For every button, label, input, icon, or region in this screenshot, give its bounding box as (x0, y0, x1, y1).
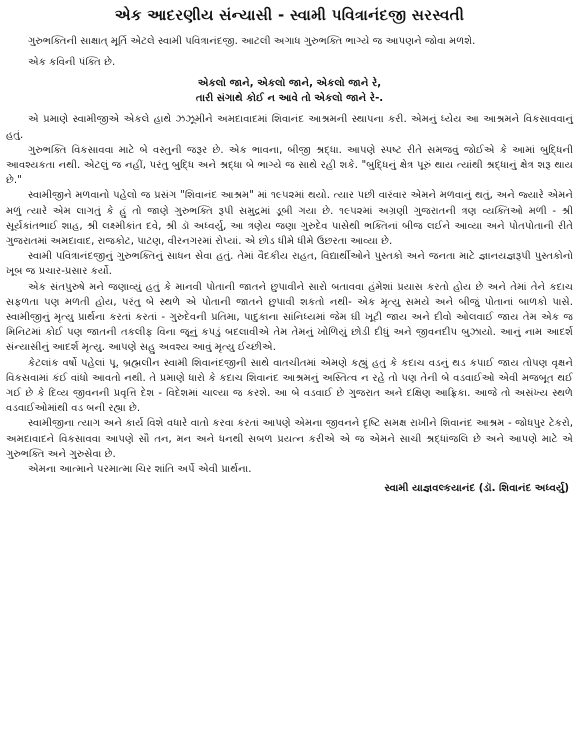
paragraph-7: સ્વામીજીના ત્યાગ અને કાર્ય વિશે વધારે વાતો કરવા કરતાં આપણે એમના જીવનને દૃષ્ટિ સમક્ષ રાખીને શિવાનંદ આશ્રમ - જોધપુર ટેકરો, અમદાવાદને વિકસાવવા આપણે સૌ તન, મન અને ધનથી સબળ પ્રયત્ન કરીએ એ જ એમને સાચી શ્રદ્ધાંજલિ છે અને આપણે માટે એ ગુરુભક્તિ અને ગુરુસેવા છે. (6, 418, 573, 460)
poem-block (6, 76, 573, 106)
author-signature: સ્વામી યાજ્ઞવલ્કયાનંદ (ડૉ. શિવાનંદ અધ્વર્યુ) (384, 483, 569, 495)
paragraph-4: સ્વામી પવિત્રાનંદજીનું ગુરુભક્તિનું સાધન સેવા હતું. તેમાં વૈદકીય રાહત, વિદ્યાર્થીઓને પુસ્તકો અને જનતા માટે જ્ઞાનયજ્ઞરૂપી પુસ્તકોનો ખૂબ જ પ્રચાર-પ્રસાર કર્યો. (6, 251, 573, 278)
poem-intro: એક કવિની પંક્તિ છે. (28, 57, 116, 69)
paragraph-6: કેટલાંક વર્ષો પહેલાં પૂ. બ્રહ્મલીન સ્વામી શિવાનંદજીની સાથે વાતચીતમાં એમણે કહ્યું હતું કે કદાચ વડનું થડ કપાઈ જાય તોપણ વૃક્ષને વિકસવામાં કંઈ વાંધો આવતો નથી. તે પ્રમાણે ધારો કે કદાચ શિવાનંદ આશ્રમનું અસ્તિત્વ ન રહે તો પણ તેની બે વડવાઈઓ એવી મજબૂત થઈ ગઈ છે કે દિવ્ય જીવનની પ્રવૃત્તિ દેશ - વિદેશમાં ચાલ્યા જ કરશે. આ બે વડવાઈ છે ગુજરાત અને દક્ષિણ આફ્રિકા. આજે તો અસંખ્ય સ્થળે વડવાઈઓમાંથી વડ બની રહ્યા છે. (6, 357, 573, 415)
poem-line-1: એકલો જાને, એકલો જાને, એકલો જાને રે, (197, 78, 382, 90)
paragraph-1: એ પ્રમાણે સ્વામીજીએ એકલે હાથે ઝઝૂમીને અમદાવાદમાં શિવાનંદ આશ્રમની સ્થાપના કરી. એમનું ધ્યેય આ આશ્રમને વિકસાવવાનું હતું. (6, 114, 573, 141)
paragraph-3: સ્વામીજીને મળવાનો પહેલો જ પ્રસંગ "શિવાનંદ આશ્રમ" માં ૧૯૫૨માં થયો. ત્યાર પછી વારંવાર એમને મળવાનું થતું, અને જ્યારે એમને મળું ત્યારે એમ લાગતું કે હું તો જાણે ગુરુભક્તિ રૂપી સમુદ્રમાં ડૂબી ગયા છે. ૧૯૫૨માં અગ્રણી ગુજરાતની ત્રણ વ્યક્તિઓ મળી - શ્રી સૂર્યકાંતભાઈ શાહ, શ્રી લક્ષ્મીકાંત દવે, શ્રી ડૉ અધ્વર્યુ, આ ત્રણેય જણા ગુરુદેવ પાસેથી ભક્તિનાં બીજ લઈને આવ્યા અને પોતપોતાની રીતે ગુજરાતમાં અમદાવાદ, રાજકોટ, પાટણ, વીરનગરમાં રોપ્યાં. એ છોડ ધીમે ધીમે ઉછરતા આવ્યા છે. (6, 190, 573, 248)
paragraph-2: ગુરુભક્તિ વિકસાવવા માટે બે વસ્તુની જરૂર છે. એક ભાવના, બીજી શ્રદ્ધા. આપણે સ્પષ્ટ રીતે સમજવું જોઈએ કે આમાં બુદ્ધિની આવશ્યકતા નથી. એટલું જ નહીં, પરંતુ બુદ્ધિ અને શ્રદ્ધા બે ભાગ્યે જ સાથે રહી શકે. "બુદ્ધિનું ક્ષેત્ર પૂરું થાય ત્યાંથી શ્રદ્ધાનું ક્ષેત્ર શરૂ થાય છે." (6, 144, 573, 187)
page-title: એક આદરણીય સંન્યાસી - સ્વામી પવિત્રાનંદજી સરસ્વતી (114, 6, 465, 24)
paragraph-8: એમના આત્માને પરમાત્મા ચિર શાંતિ અર્પે એવી પ્રાર્થના. (28, 464, 252, 476)
poem-line-2: તારી સંગાથે કોઈ ન આવે તો એકલો જાને રે-. (195, 93, 384, 105)
intro-paragraph: ગુરુભક્તિની સાક્ષાત્ મૂર્તિ એટલે સ્વામી પવિત્રાનંદજી. આટલી અગાધ ગુરુભક્તિ ભાગ્યે જ આપણને જોવા મળશે. (28, 36, 476, 47)
paragraph-5: એક સંતપુરુષે મને જણાવ્યું હતું કે માનવી પોતાની જાતને છુપાવીને સારો બતાવવા હંમેશાં પ્રયાસ કરતો હોય છે અને તેમાં તેને કદાચ સફળતા પણ મળતી હોય, પરંતુ બે સ્થળે એ પોતાની જાતને છુપાવી શકતો નથી- એક મૃત્યુ સમયે અને બીજું પોતાનાં બાળકો પાસે. સ્વામીજીનું મૃત્યુ પ્રાર્થના કરતાં કરતાં - ગુરુદેવની પ્રતિમા, પાદુકાના સાંનિધ્યમાં જેમ ઘી ખૂટી જાય અને દીવો ઓલવાઈ જાય તેમ એક જ મિનિટમાં કોઈ પણ જાતની તકલીફ વિના જૂનું કપડું બદલાવીએ તેમ તેમનું ખોળિયું છોડી દીધું અને જીવનદીપ બુઝાયો. આનું નામ આદર્શ સંન્યાસીનું આદર્શ મૃત્યુ. આપણે સહુ અવશ્ય આવું મૃત્યુ ઈચ્છીએ. (6, 281, 573, 354)
